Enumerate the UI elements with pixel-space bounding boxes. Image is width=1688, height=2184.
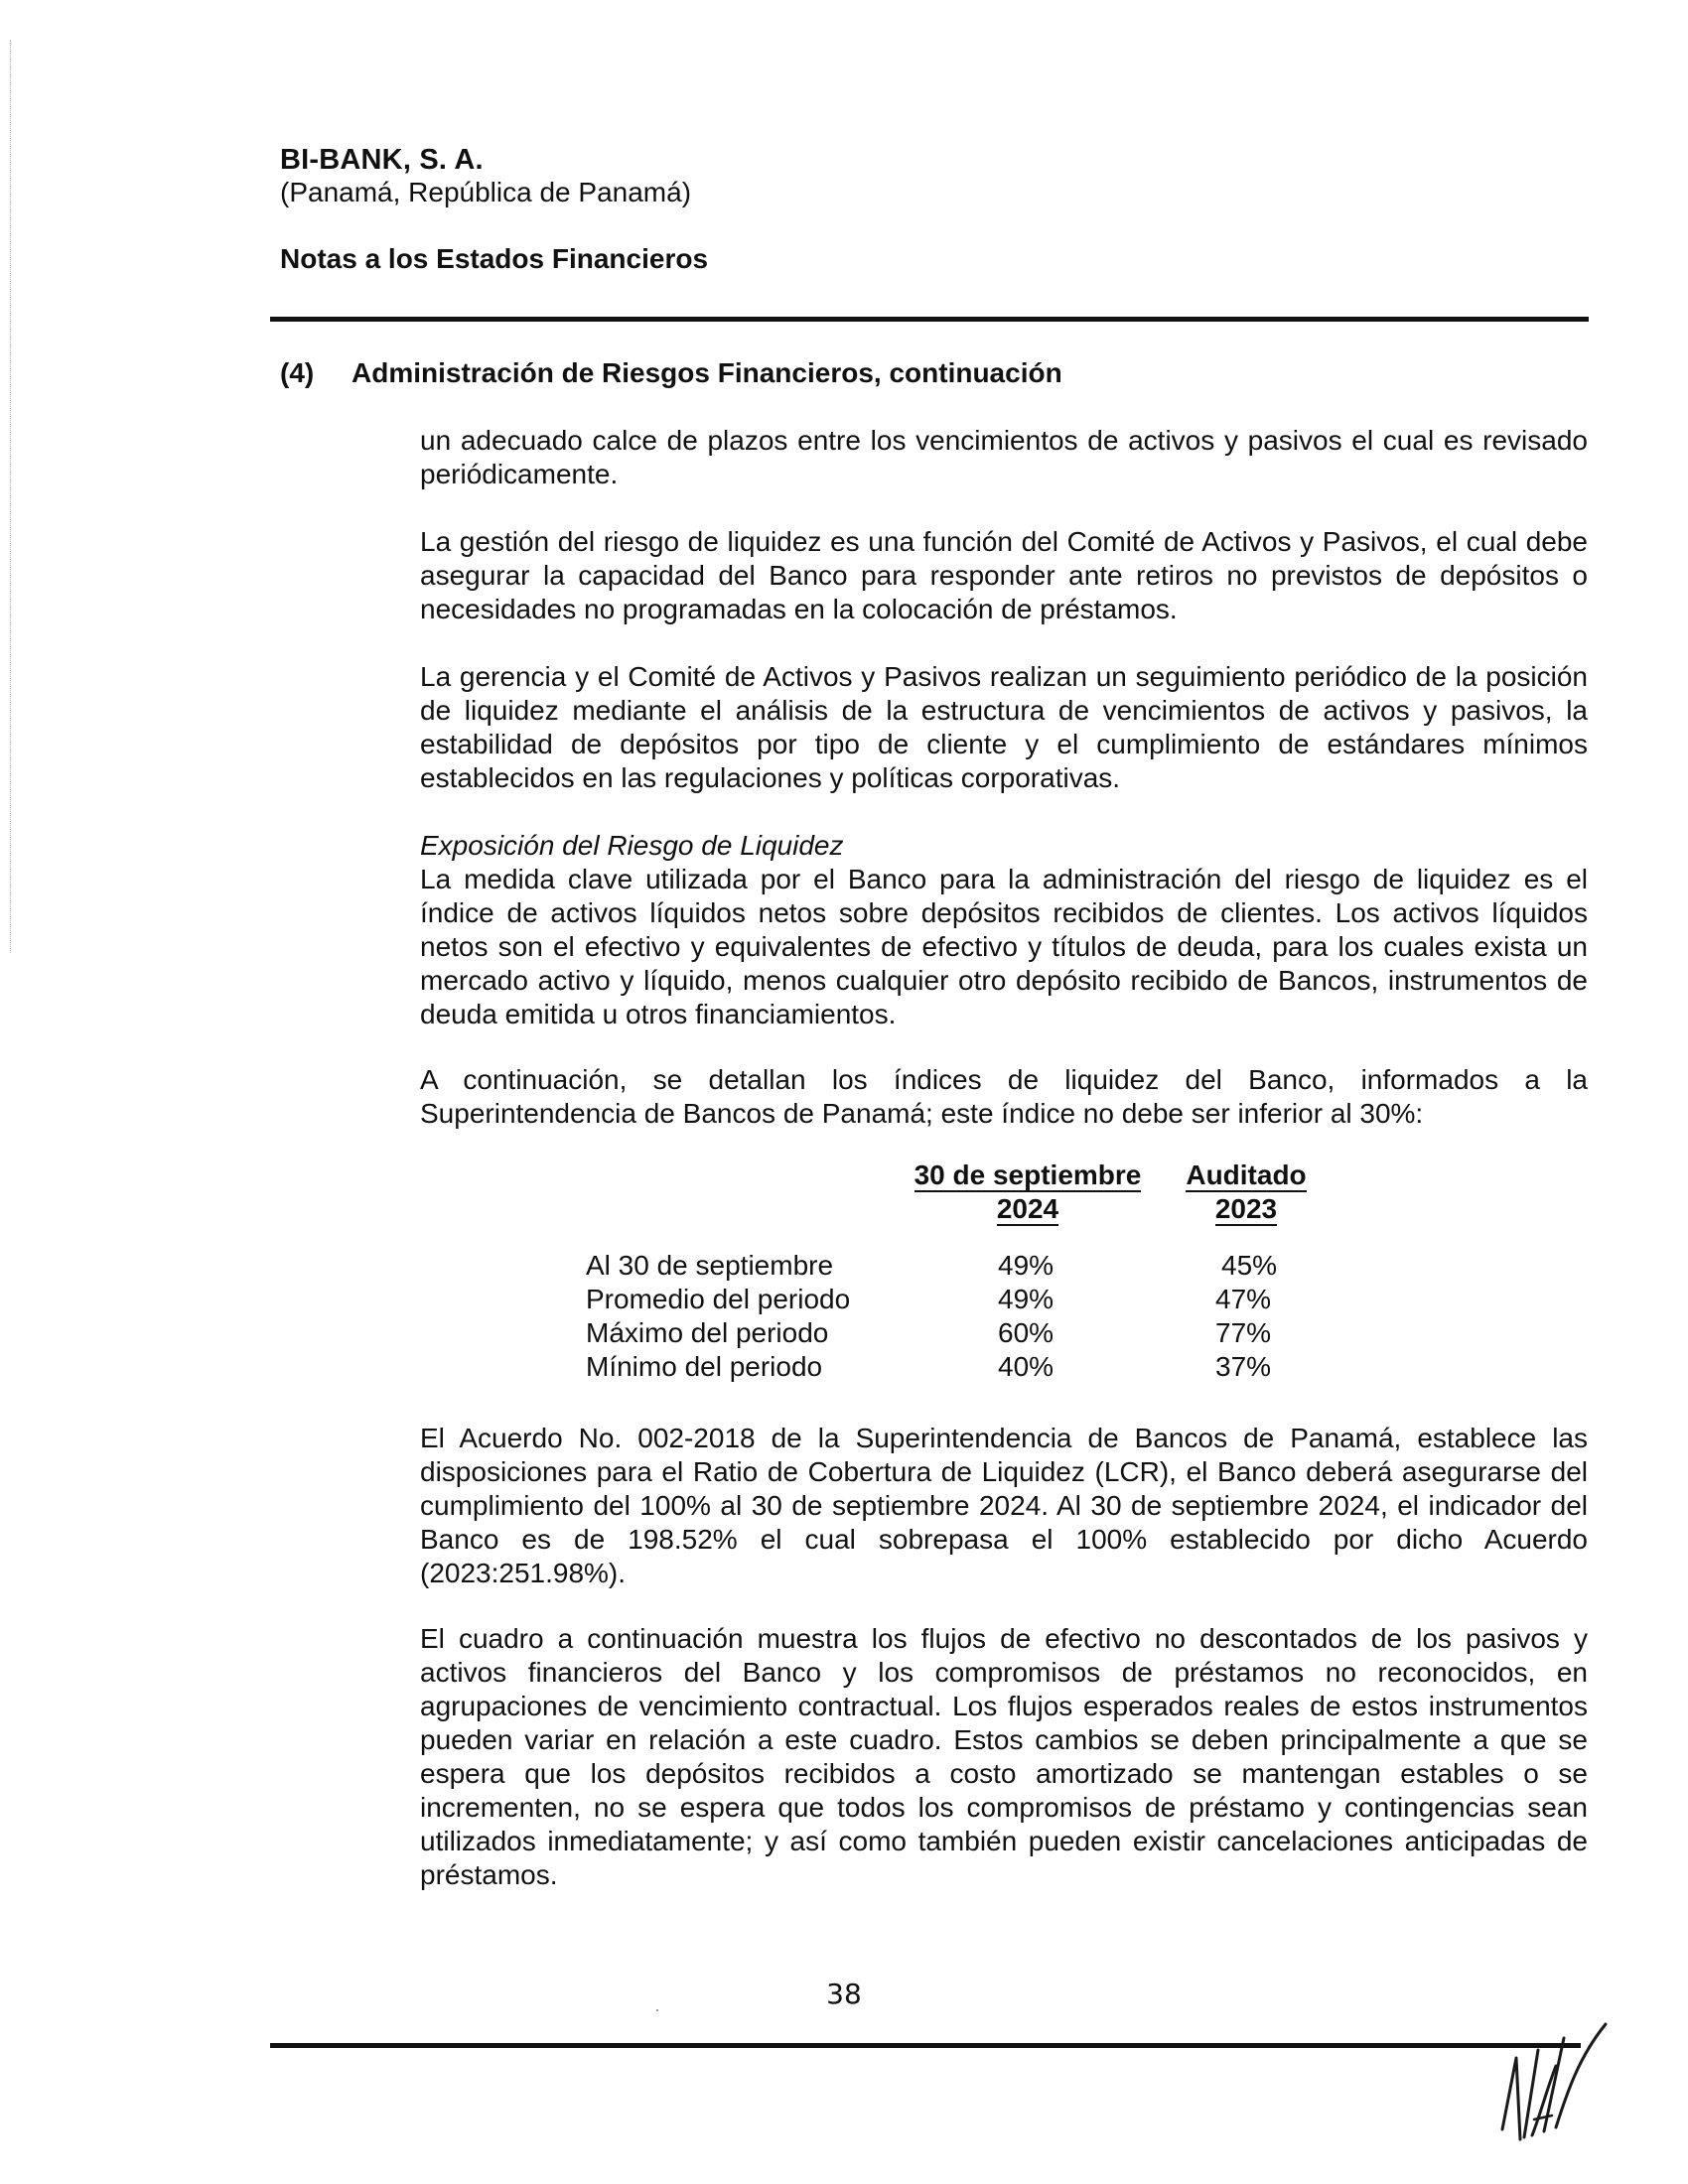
handwritten-initials-icon <box>1494 2020 1643 2144</box>
value-2024: 49% <box>998 1250 1055 1281</box>
section-title: Administración de Riesgos Financieros, continuación <box>352 357 1062 388</box>
value-2024: 49% <box>998 1284 1055 1314</box>
company-name: BI-BANK, S. A. <box>280 144 484 176</box>
column-header-2024 <box>899 1159 1157 1226</box>
footer-divider <box>270 2043 1581 2048</box>
table-row <box>586 1316 1340 1350</box>
paragraph-flujos-efectivo: El cuadro a continuación muestra los flujos de efectivo no descontados de los pasivos y activos financieros del Banco y los compromisos de préstamos no reconocidos, en agrupaciones de vencimiento contractual. Los flujos esperados reales de estos instrumentos pueden variar en relación a este cuadro. Estos cambios se deben principalmente a que se espera que los depósitos recibidos a costo amortizado se mantengan estables o se incrementen, no se espera que todos los compromisos de préstamo y contingencias sean utilizados inmediatamente; y así como también pueden existir cancelaciones anticipadas de préstamos. <box>420 1623 1588 1890</box>
paragraph-acuerdo-lcr: El Acuerdo No. 002-2018 de la Superintendencia de Bancos de Panamá, establece las disposiciones para el Ratio de Cobertura de Liquidez (LCR), el Banco deberá asegurarse del cumplimiento del 100% al 30 de septiembre 2024. Al 30 de septiembre 2024, el indicador del Banco es de 198.52% el cual sobrepasa el 100% establecido por dicho Acuerdo (2023:251.98%). <box>420 1423 1588 1588</box>
subheading-exposicion: Exposición del Riesgo de Liquidez <box>420 830 844 861</box>
table-row <box>586 1283 1340 1316</box>
paragraph-indices: A continuación, se detallan los índices de liquidez del Banco, informados a la Superintendencia de Bancos de Panamá; este índice no debe ser inferior al 30%: <box>420 1064 1588 1129</box>
column-header-2024-line1: 30 de septiembre <box>914 1160 1142 1190</box>
value-2023: 77% <box>1215 1317 1272 1348</box>
paragraph-seguimiento: La gerencia y el Comité de Activos y Pasivos realizan un seguimiento periódico de la posición de liquidez mediante el análisis de la estructura de vencimientos de activos y pasivos, la estabilidad de depósitos por tipo de cliente y el cumplimiento de estándares mínimos establecidos en las regulaciones y políticas corporativas. <box>420 661 1588 793</box>
page-number: 38 <box>826 1978 862 2010</box>
column-header-2024-line2: 2024 <box>996 1193 1059 1224</box>
value-2023: 37% <box>1215 1351 1272 1382</box>
value-2024: 40% <box>998 1351 1055 1382</box>
company-location: (Panamá, República de Panamá) <box>280 177 692 207</box>
paragraph-calce: un adecuado calce de plazos entre los vencimientos de activos y pasivos el cual es revisado periódicamente. <box>420 425 1588 489</box>
table-row <box>586 1350 1340 1384</box>
row-label: Máximo del periodo <box>586 1317 829 1348</box>
column-header-2023-line1: Auditado <box>1186 1160 1307 1190</box>
value-2023: 45% <box>1221 1250 1278 1281</box>
column-header-2023-line2: 2023 <box>1214 1193 1278 1224</box>
row-label: Mínimo del periodo <box>586 1351 823 1382</box>
section-heading <box>280 357 1062 389</box>
document-title: Notas a los Estados Financieros <box>280 243 709 274</box>
row-label: Promedio del periodo <box>586 1284 851 1314</box>
row-label: Al 30 de septiembre <box>586 1250 834 1281</box>
column-header-2023 <box>1177 1159 1316 1226</box>
header-divider <box>270 317 1589 322</box>
paragraph-medida-clave: La medida clave utilizada por el Banco para la administración del riesgo de liquidez es el índice de activos líquidos netos sobre depósitos recibidos de clientes. Los activos líquidos netos son el efectivo y equivalentes de efectivo y títulos de deuda, para los cuales exista un mercado activo y líquido, menos cualquier otro depósito recibido de Bancos, instrumentos de deuda emitida u otros financiamientos. <box>420 864 1588 1029</box>
value-2023: 47% <box>1215 1284 1272 1314</box>
scan-margin-line <box>10 40 11 953</box>
value-2024: 60% <box>998 1317 1055 1348</box>
paragraph-gestion: La gestión del riesgo de liquidez es una función del Comité de Activos y Pasivos, el cual debe asegurar la capacidad del Banco para responder ante retiros no previstos de depósitos o necesidades no programadas en la colocación de préstamos. <box>420 526 1588 624</box>
table-row <box>586 1249 1340 1283</box>
section-number: (4) <box>280 357 315 388</box>
